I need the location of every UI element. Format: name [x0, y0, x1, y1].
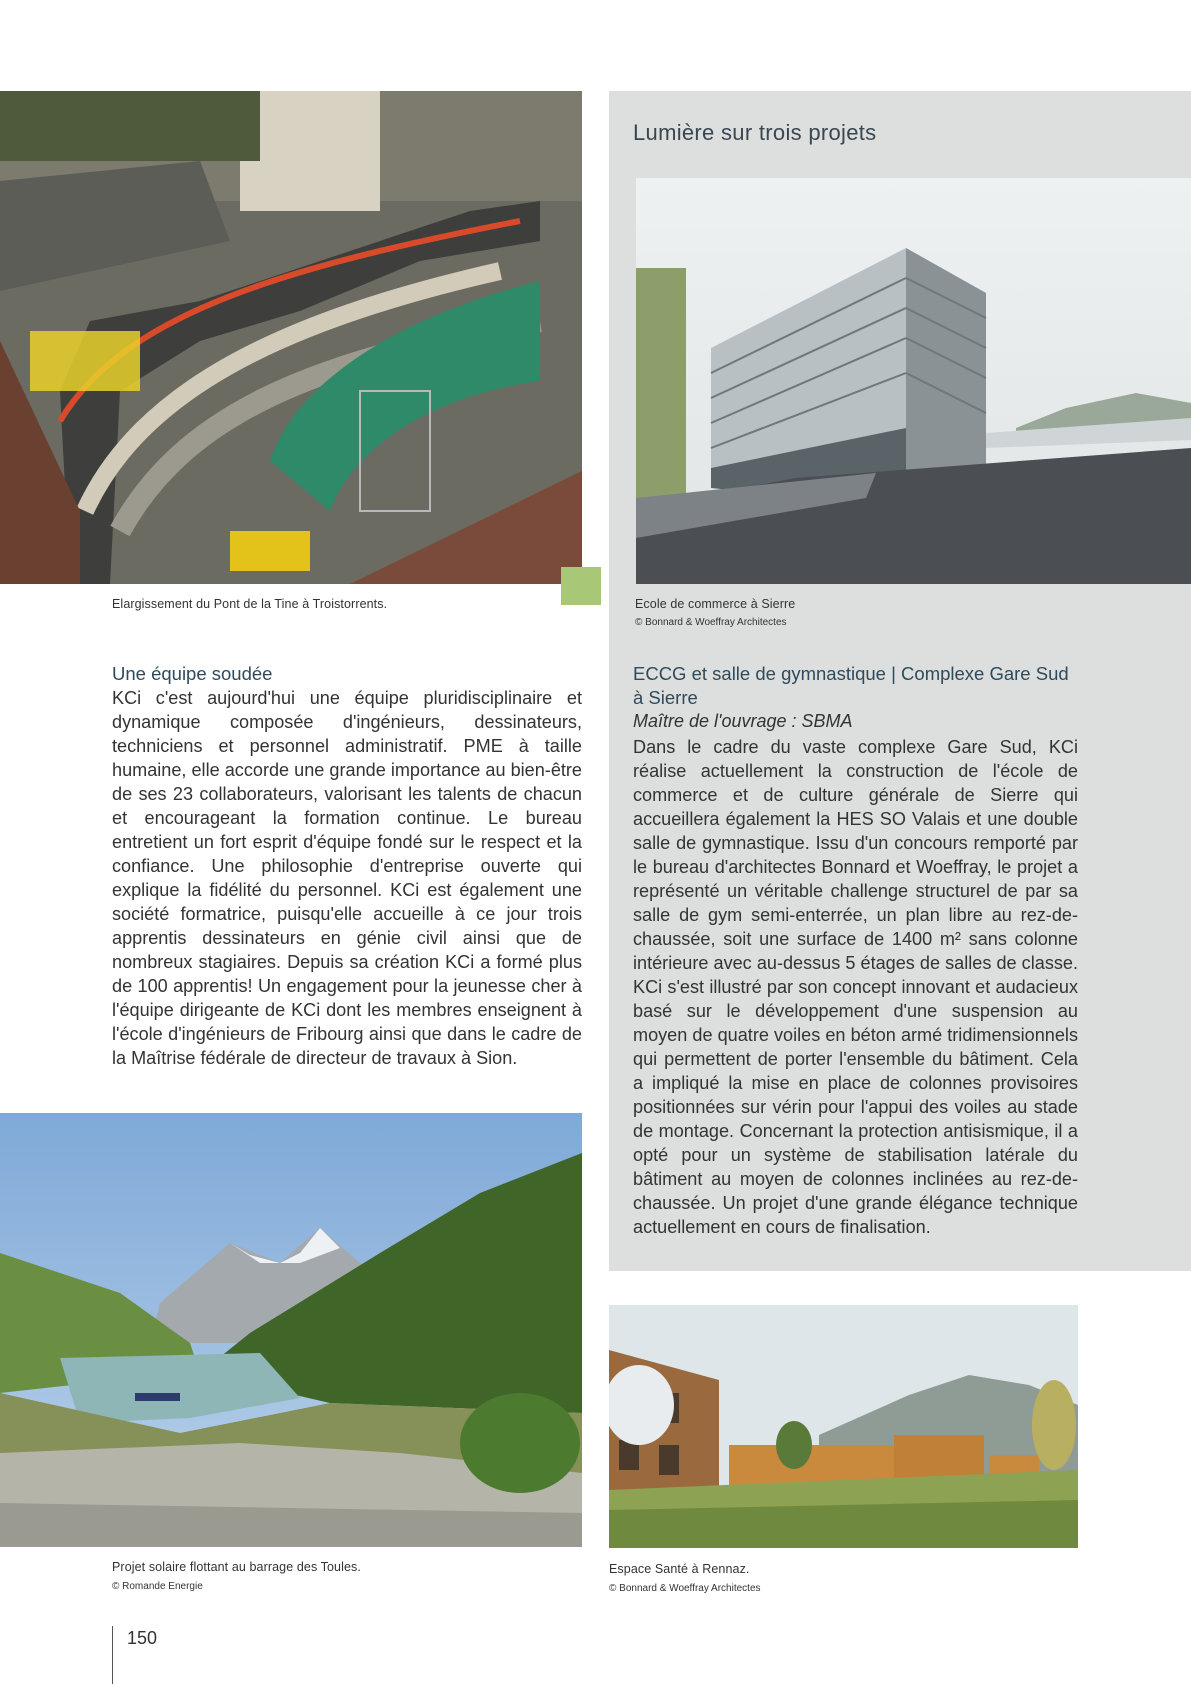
page-number-rule [112, 1626, 113, 1684]
health-campus-photo [609, 1305, 1078, 1548]
health-photo-credit: © Bonnard & Woeffray Architectes [609, 1583, 761, 1594]
school-photo-caption: Ecole de commerce à Sierre [635, 597, 796, 611]
school-render-photo [636, 178, 1191, 584]
health-photo-caption: Espace Santé à Rennaz. [609, 1562, 750, 1576]
bridge-photo-caption: Elargissement du Pont de la Tine à Troistorrents. [112, 597, 388, 611]
bridge-construction-photo [0, 91, 582, 584]
lake-solar-photo [0, 1113, 582, 1547]
project-body: Dans le cadre du vaste complexe Gare Sud, KCi réalise actuellement la construction de l'école de commerce et de culture générale de Sierre qui accueillera également la HES SO Valais et une double salle de gymnastique. Issu d'un concours remporté par le bureau d'architectes Bonnard et Woeffray, le projet a représenté un véritable challenge structurel de par sa salle de gym semi-enterrée, un plan libre au rez-de-chaussée, soit une surface de 1400 m² sans colonne intérieure avec au-dessus 5 étages de salles de classe. KCi s'est illustré par son concept innovant et audacieux basé sur le développement d'une suspension au moyen de quatre voiles en béton armé tridimensionnels qui permettent de porter l'ensemble du bâtiment. Cela a impliqué la mise en place de colonnes provisoires positionnées sur vérin pour l'appui des voiles au stade de montage. Concernant la protection antisismique, il a opté pour un système de stabilisation latérale du bâtiment au moyen de colonnes inclinées au rez-de-chaussée. Un projet d'une grande élégance technique actuellement en cours de finalisation. [633, 737, 1078, 1237]
page-number: 150 [127, 1628, 158, 1648]
team-body: KCi c'est aujourd'hui une équipe pluridisciplinaire et dynamique composée d'ingénieurs, dessinateurs, techniciens et personnel administratif. PME à taille humaine, elle accorde une grande importance au bien-être de ses 23 collaborateurs, valorisant les talents de chacun et encourageant la formation continue. Le bureau entretient un fort esprit d'équipe fondé sur le respect et la confiance. Une philosophie d'entreprise ouverte qui explique la fidélité du personnel. KCi est également une société formatrice, puisqu'elle accueille à ce jour trois apprentis dessinateurs en génie civil ainsi que de nombreux stagiaires. Depuis sa création KCi a formé plus de 100 apprentis! Un engagement pour la jeunesse cher à l'équipe dirigeante de KCi dont les membres enseignent à l'école d'ingénieurs de Fribourg ainsi que dans le cadre de la Maîtrise fédérale de directeur de travaux à Sion. [112, 688, 582, 1068]
project-client: Maître de l'ouvrage : SBMA [633, 711, 853, 731]
project-title: ECCG et salle de gymnastique | Complexe Gare Sud à Sierre [633, 663, 1069, 708]
accent-square [561, 567, 601, 605]
lake-photo-credit: © Romande Energie [112, 1581, 203, 1592]
school-photo-credit: © Bonnard & Woeffray Architectes [635, 617, 787, 628]
team-heading: Une équipe soudée [112, 663, 273, 684]
lake-photo-caption: Projet solaire flottant au barrage des Toules. [112, 1560, 361, 1574]
panel-title: Lumière sur trois projets [633, 120, 877, 145]
